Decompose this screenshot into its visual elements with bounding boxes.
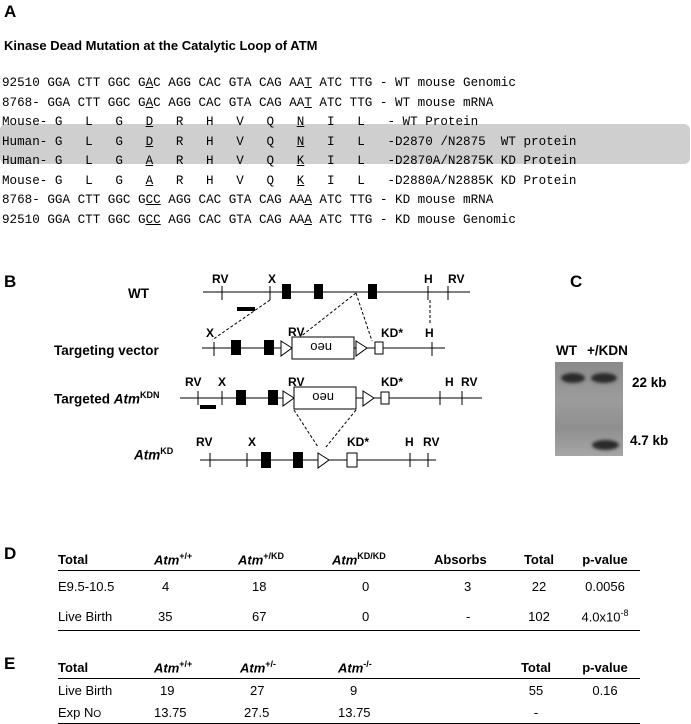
kd-kd: KD* (347, 435, 370, 449)
sequence-row: 92510 GGA CTT GGC GCC AGG CAC GTA CAG AAA ATC TTG - KD mouse Genomic (2, 212, 516, 227)
d-h5: Total (523, 551, 555, 567)
sequence-row: Mouse- G L G D R H V Q N I L - WT Protein (2, 115, 479, 129)
panel-label-a: A (4, 2, 17, 21)
tv-kd: KD* (381, 326, 404, 340)
het-band-4-7kb (592, 440, 619, 450)
table-row: Live Birth 35 67 0 - 102 $4.0x10^{-8}$ (58, 603, 640, 631)
tg-rv: RV (185, 375, 202, 389)
panel-label-e: E (4, 654, 16, 673)
sequence-row: 8768- GGA CTT GGC GAC AGG CAC GTA CAG AAT ATC TTG - WT mouse mRNA (2, 95, 494, 110)
targeted-allele-label: Targeted Atm$^{KDN}$ (54, 390, 160, 407)
targeting-vector (202, 325, 445, 359)
tg-x: X (218, 375, 227, 389)
kd-h: H (405, 435, 414, 449)
d-h1: Atm+/+ (154, 550, 193, 568)
table-row: E9.5-10.5 4 18 0 3 22 0.0056 (58, 579, 625, 595)
panel-label-c: C (570, 272, 583, 291)
d-h4: Absorbs (434, 551, 487, 567)
table-e: Total Atm+/+ Atm+/- Atm-/- Total p-value Live Birth 19 27 9 55 0.16 Exp NO 13.75 27.5 13.75 - (58, 656, 640, 724)
marker-22kb: 22 kb (632, 375, 667, 390)
sequence-row: 8768- GGA CTT GGC GCC AGG CAC GTA CAG AAA ATC TTG - KD mouse mRNA (2, 193, 494, 207)
wt-x: X (268, 272, 277, 286)
tv-h: H (425, 326, 434, 340)
het-band-22kb (591, 373, 617, 383)
d-h0: Total (58, 551, 89, 567)
sequence-row: Human- G L G A R H V Q K I L -D2870A/N2875K KD Protein (2, 154, 577, 168)
d-h6: p-value (582, 551, 628, 567)
tg-rv2: RV (288, 375, 305, 389)
panel-label-b: B (4, 272, 17, 291)
southern-blot (555, 362, 623, 456)
kd-allele-label: Atm$^{KD}$ (134, 446, 174, 463)
kd-rv2: RV (423, 435, 440, 449)
neo-text-2: neo (312, 390, 334, 405)
tv-x: X (206, 326, 215, 340)
d-h2: Atm$^{+/KD}$ (238, 550, 285, 568)
lane-wt-label: WT (556, 343, 577, 358)
panel-label-d: D (4, 544, 17, 563)
tg-kd: KD* (381, 375, 404, 389)
lane-het-label: +/KDN (587, 343, 628, 358)
wt-h: H (424, 272, 433, 286)
targeted-allele (180, 375, 482, 409)
kd-rv: RV (196, 435, 213, 449)
kd-x: X (248, 435, 257, 449)
d-h3: Atm$^{KD/KD}$ (332, 550, 386, 568)
table-d (58, 548, 640, 631)
table-row: Exp NO 13.75 27.5 13.75 - (58, 701, 640, 724)
tv-rv: RV (288, 325, 305, 339)
sequence-row: 92510 GGA CTT GGC GAC AGG CAC GTA CAG AAT ATC TTG - WT mouse Genomic (2, 76, 516, 90)
sequence-row: Human- G L G D R H V Q N I L -D2870 /N2875 WT protein (2, 134, 577, 149)
panel-a-title: Kinase Dead Mutation at the Catalytic Loop of ATM (4, 38, 318, 53)
targeting-vector-label: Targeting vector (54, 343, 159, 358)
wt-rv-right: RV (448, 272, 465, 286)
marker-4-7kb: 4.7 kb (630, 433, 669, 448)
neo-text: neo (310, 340, 332, 355)
tg-rv3: RV (461, 375, 478, 389)
sequence-row: Mouse- G L G A R H V Q K I L -D2880A/N2885K KD Protein (2, 173, 577, 188)
wt-label: WT (128, 286, 149, 301)
wt-band-22kb (561, 373, 585, 383)
tg-h: H (445, 375, 454, 389)
table-row: Live Birth 19 27 9 55 0.16 (58, 682, 618, 698)
wt-rv-left: RV (212, 272, 229, 286)
kd-allele (196, 435, 439, 468)
